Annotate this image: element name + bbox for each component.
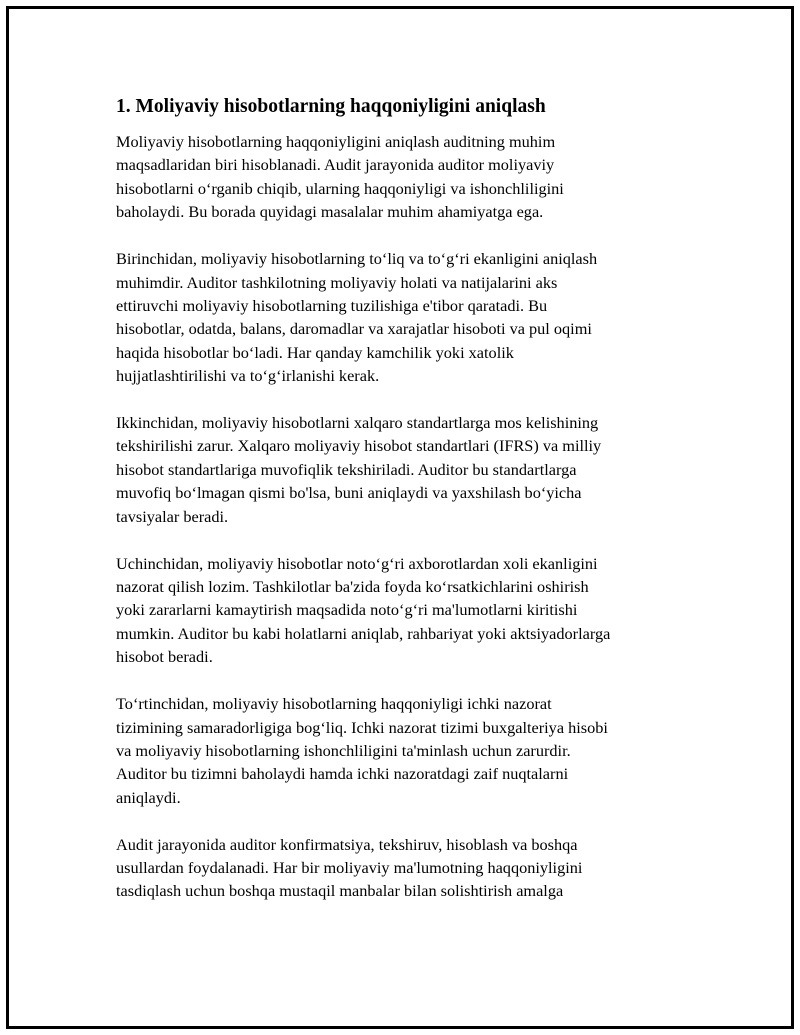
- paragraph-intro: Moliyaviy hisobotlarning haqqoniyligini aniqlash auditning muhim maqsadlaridan biri hisoblanadi. Audit jarayonida auditor moliyaviy hisobotlarni o‘rganib chiqib, ularning haqqoniyligi va ishonchliligini baholaydi. Bu borada quyidagi masalalar muhim ahamiyatga ega.: [116, 132, 564, 222]
- section-heading: 1. Moliyaviy hisobotlarning haqqoniyligini aniqlash: [116, 96, 546, 117]
- paragraph-third-point: Uchinchidan, moliyaviy hisobotlar noto‘g‘ri axborotlardan xoli ekanligini nazorat qilish lozim. Tashkilotlar ba'zida foyda ko‘rsatkichlarini oshirish yoki zararlarni kamaytirish maqsadida noto‘g‘ri ma'lumotlarni kiritishi mumkin. Auditor bu kabi holatlarni aniqlab, rahbariyat yoki aktsiyadorlarga hisobot beradi.: [116, 553, 611, 667]
- paragraph-audit-methods: Audit jarayonida auditor konfirmatsiya, tekshiruv, hisoblash va boshqa usullardan foydalanadi. Har bir moliyaviy ma'lumotning haqqoniyligini tasdiqlash uchun boshqa mustaqil manbalar bilan solishtirish amalga: [116, 834, 583, 901]
- paragraph-fourth-point: To‘rtinchidan, moliyaviy hisobotlarning haqqoniyligi ichki nazorat tizimining samaradorligiga bog‘liq. Ichki nazorat tizimi buxgalteriya hisobi va moliyaviy hisobotlarning ishonchliligini ta'minlash uchun zarurdir. Auditor bu tizimni baholaydi hamda ichki nazoratdagi zaif nuqtalarni aniqlaydi.: [116, 694, 608, 807]
- paragraph-first-point: Birinchidan, moliyaviy hisobotlarning to‘liq va to‘g‘ri ekanligini aniqlash muhimdir. Auditor tashkilotning moliyaviy holati va natijalarini aks ettiruvchi moliyaviy hisobotlarning tuzilishiga e'tibor qaratadi. Bu hisobotlar, odatda, balans, daromadlar va xarajatlar hisoboti va pul oqimi haqida hisobotlar bo‘ladi. Har qanday kamchilik yoki xatolik hujjatlashtirilishi va to‘g‘irlanishi kerak.: [116, 249, 598, 386]
- paragraph-second-point: Ikkinchidan, moliyaviy hisobotlarni xalqaro standartlarga mos kelishining tekshirilishi zarur. Xalqaro moliyaviy hisobot standartlari (IFRS) va milliy hisobot standartlariga muvofiqlik tekshiriladi. Auditor bu standartlarga muvofiq bo‘lmagan qismi bo'lsa, buni aniqlaydi va yaxshilash bo‘yicha tavsiyalar beradi.: [116, 413, 602, 526]
- document-body: [116, 94, 691, 926]
